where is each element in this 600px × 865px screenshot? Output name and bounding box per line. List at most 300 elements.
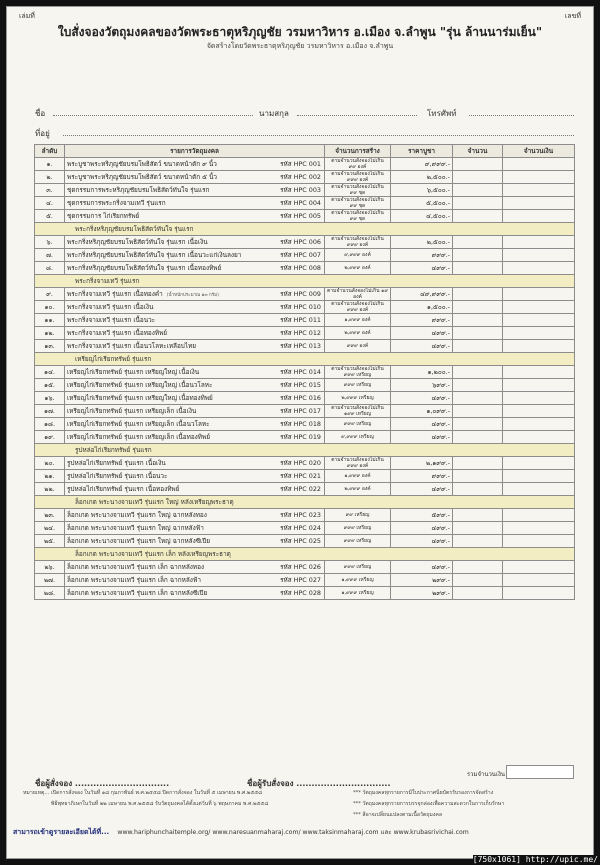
name-label: ชื่อ bbox=[35, 109, 46, 118]
amount-input[interactable] bbox=[503, 366, 575, 379]
item-name bbox=[65, 509, 325, 522]
section-row bbox=[35, 496, 575, 509]
item-code: รหัส HPC 010 bbox=[280, 303, 321, 311]
item-name bbox=[65, 314, 325, 327]
row-number: ๑๙. bbox=[35, 431, 65, 444]
table-row bbox=[35, 574, 575, 587]
made-quantity: ตามจำนวนสั่งจองไม่เกิน ๙๙๙ องค์ bbox=[325, 457, 391, 470]
item-name bbox=[65, 457, 325, 470]
price: ๒๙๙.- bbox=[391, 574, 453, 587]
item-label: พระบูชาพระหริภุญชัยบรมโพธิสัตว์ ขนาดหน้าตัก ๙ นิ้ว bbox=[67, 160, 217, 168]
quantity-input[interactable] bbox=[453, 288, 503, 301]
amount-input[interactable] bbox=[503, 158, 575, 171]
price: ๙,๙๙๙.- bbox=[391, 158, 453, 171]
item-code: รหัส HPC 008 bbox=[280, 264, 321, 272]
form-number-label: เลขที่ bbox=[564, 12, 581, 20]
row-number: ๑๗. bbox=[35, 405, 65, 418]
made-quantity: ๙๙๙ องค์ bbox=[325, 340, 391, 353]
footer-label: สามารถเข้าดูรายละเอียดได้ที่... bbox=[13, 828, 110, 836]
price: ๒๙๙.- bbox=[391, 587, 453, 600]
table-row bbox=[35, 184, 575, 197]
section-label: รูปหล่อไก่เรียกทรัพย์ รุ่นแรก bbox=[35, 444, 575, 457]
row-number: ๑. bbox=[35, 158, 65, 171]
page-title: ใบสั่งจองวัตถุมงคลของวัดพระธาตุหริภุญชัย วรมหาวิหาร อ.เมือง จ.ลำพูน "รุ่น ล้านนาร่มเย็น" bbox=[57, 25, 543, 39]
amount-input[interactable] bbox=[503, 327, 575, 340]
col-header-amount: จำนวนเงิน bbox=[503, 145, 575, 158]
table-row bbox=[35, 210, 575, 223]
item-name bbox=[65, 340, 325, 353]
amount-input[interactable] bbox=[503, 392, 575, 405]
order-table bbox=[34, 144, 575, 600]
address-field[interactable] bbox=[63, 135, 574, 136]
row-number: ๙. bbox=[35, 288, 65, 301]
price: ๕,๕๐๐.- bbox=[391, 197, 453, 210]
quantity-input[interactable] bbox=[453, 392, 503, 405]
item-code: รหัส HPC 005 bbox=[280, 212, 321, 220]
price: ๔๙๙.- bbox=[391, 561, 453, 574]
row-number: ๑๕. bbox=[35, 379, 65, 392]
table-row bbox=[35, 522, 575, 535]
table-row bbox=[35, 366, 575, 379]
item-label: ล็อกเกต พระนางจามเทวี รุ่นแรก ใหญ่ ฉากหลังทอง bbox=[67, 511, 207, 519]
row-number: ๑๘. bbox=[35, 418, 65, 431]
col-header-price: ราคาบูชา bbox=[391, 145, 453, 158]
row-number: ๑๓. bbox=[35, 340, 65, 353]
made-quantity: ๙,๙๙๙ องค์ bbox=[325, 249, 391, 262]
notes-left bbox=[23, 788, 268, 810]
made-quantity: ตามจำนวนสั่งจองไม่เกิน ๙๙๙ องค์ bbox=[325, 171, 391, 184]
made-quantity: ๙,๙๙๙ เหรียญ bbox=[325, 431, 391, 444]
page-subtitle: จัดสร้างโดยวัดพระธาตุหริภุญชัย วรมหาวิหาร อ.เมือง จ.ลำพูน bbox=[206, 42, 394, 50]
surname-label: นามสกุล bbox=[259, 109, 289, 118]
section-label: พระกริ่งหริภุญชัยบรมโพธิสัตว์ทันใจ รุ่นแรก bbox=[35, 223, 575, 236]
item-label: พระกริ่งจามเทวี รุ่นแรก เนื้อนวโลหะเหลือบไทย bbox=[67, 342, 197, 350]
quantity-input[interactable] bbox=[453, 314, 503, 327]
section-row bbox=[35, 275, 575, 288]
item-code: รหัส HPC 018 bbox=[280, 420, 321, 428]
item-code: รหัส HPC 026 bbox=[280, 563, 321, 571]
amount-input[interactable] bbox=[503, 197, 575, 210]
made-quantity: ตามจำนวนสั่งจองไม่เกิน ๙๙๙ องค์ bbox=[325, 301, 391, 314]
made-quantity: ตามจำนวนสั่งจองไม่เกิน ๙๙ ชุด bbox=[325, 197, 391, 210]
item-code: รหัส HPC 003 bbox=[280, 186, 321, 194]
table-row bbox=[35, 457, 575, 470]
quantity-input[interactable] bbox=[453, 366, 503, 379]
item-label: ชุดกรรมการพระหริภุญชัยบรมโพธิสัตว์ทันใจ รุ่นแรก bbox=[67, 186, 210, 194]
quantity-input[interactable] bbox=[453, 249, 503, 262]
item-name bbox=[65, 483, 325, 496]
price: ๑,๕๐๐.- bbox=[391, 301, 453, 314]
item-label: รูปหล่อไก่เรียกทรัพย์ รุ่นแรก เนื้อนวะ bbox=[67, 472, 168, 480]
price: ๙๙๙.- bbox=[391, 249, 453, 262]
price: ๔๙๙.- bbox=[391, 262, 453, 275]
row-number: ๑๔. bbox=[35, 366, 65, 379]
quantity-input[interactable] bbox=[453, 340, 503, 353]
amount-input[interactable] bbox=[503, 431, 575, 444]
table-row bbox=[35, 431, 575, 444]
table-header-row bbox=[35, 145, 575, 158]
made-quantity: ตามจำนวนสั่งจองไม่เกิน ๑๙ องค์ bbox=[325, 288, 391, 301]
made-quantity: ตามจำนวนสั่งจองไม่เกิน ๙๙ ชุด bbox=[325, 210, 391, 223]
row-number: ๒๔. bbox=[35, 522, 65, 535]
row-number: ๒๓. bbox=[35, 509, 65, 522]
quantity-input[interactable] bbox=[453, 171, 503, 184]
phone-label: โทรศัพท์ bbox=[427, 109, 457, 118]
item-name bbox=[65, 327, 325, 340]
quantity-input[interactable] bbox=[453, 574, 503, 587]
row-number: ๑๐. bbox=[35, 301, 65, 314]
item-code: รหัส HPC 024 bbox=[280, 524, 321, 532]
amount-input[interactable] bbox=[503, 249, 575, 262]
amount-input[interactable] bbox=[503, 301, 575, 314]
price: ๔๙,๙๙๙.- bbox=[391, 288, 453, 301]
made-quantity: ๙๙๙ เหรียญ bbox=[325, 522, 391, 535]
item-code: รหัส HPC 027 bbox=[280, 576, 321, 584]
item-label: เหรียญไก่เรียกทรัพย์ รุ่นแรก เหรียญเล็ก เนื้อนวโลหะ bbox=[67, 420, 210, 428]
table-row bbox=[35, 509, 575, 522]
quantity-input[interactable] bbox=[453, 509, 503, 522]
row-number: ๔. bbox=[35, 197, 65, 210]
amount-input[interactable] bbox=[503, 470, 575, 483]
amount-input[interactable] bbox=[503, 483, 575, 496]
section-row bbox=[35, 353, 575, 366]
book-number-label: เล่มที่ bbox=[19, 12, 35, 20]
table-row bbox=[35, 483, 575, 496]
row-number: ๕. bbox=[35, 210, 65, 223]
quantity-input[interactable] bbox=[453, 379, 503, 392]
item-name bbox=[65, 171, 325, 184]
table-row bbox=[35, 561, 575, 574]
item-code: รหัส HPC 019 bbox=[280, 433, 321, 441]
item-code: รหัส HPC 007 bbox=[280, 251, 321, 259]
quantity-input[interactable] bbox=[453, 236, 503, 249]
item-note: (น้ำหนักประมาณ ๑๓ กรัม) bbox=[166, 293, 219, 298]
quantity-input[interactable] bbox=[453, 587, 503, 600]
item-label: รูปหล่อไก่เรียกทรัพย์ รุ่นแรก เนื้อทองทิพย์ bbox=[67, 485, 180, 493]
item-label: รูปหล่อไก่เรียกทรัพย์ รุ่นแรก เนื้อเงิน bbox=[67, 459, 166, 467]
section-row bbox=[35, 444, 575, 457]
note-color: *** สีอาจเปลี่ยนแปลงตามเนื้อวัตถุมงคล bbox=[353, 812, 443, 818]
made-quantity: ๙๙๙ เหรียญ bbox=[325, 379, 391, 392]
item-code: รหัส HPC 002 bbox=[280, 173, 321, 181]
amount-input[interactable] bbox=[503, 171, 575, 184]
made-quantity: ตามจำนวนสั่งจองไม่เกิน ๙๙๙ เหรียญ bbox=[325, 366, 391, 379]
row-number: ๒๗. bbox=[35, 574, 65, 587]
made-quantity: ตามจำนวนสั่งจองไม่เกิน ๙๙ ชุด bbox=[325, 184, 391, 197]
quantity-input[interactable] bbox=[453, 561, 503, 574]
item-label: เหรียญไก่เรียกทรัพย์ รุ่นแรก เหรียญเล็ก เนื้อเงิน bbox=[67, 407, 197, 415]
quantity-input[interactable] bbox=[453, 405, 503, 418]
amount-input[interactable] bbox=[503, 262, 575, 275]
item-code: รหัส HPC 022 bbox=[280, 485, 321, 493]
made-quantity: ๙๙๙ เหรียญ bbox=[325, 561, 391, 574]
quantity-input[interactable] bbox=[453, 327, 503, 340]
footer bbox=[13, 827, 469, 838]
quantity-input[interactable] bbox=[453, 210, 503, 223]
item-name bbox=[65, 236, 325, 249]
item-name bbox=[65, 561, 325, 574]
item-name bbox=[65, 366, 325, 379]
made-quantity: ๑,๙๙๙ เหรียญ bbox=[325, 574, 391, 587]
row-number: ๒๖. bbox=[35, 561, 65, 574]
price: ๖๙๙.- bbox=[391, 379, 453, 392]
amount-input[interactable] bbox=[503, 574, 575, 587]
item-name bbox=[65, 288, 325, 301]
item-name bbox=[65, 262, 325, 275]
item-code: รหัส HPC 004 bbox=[280, 199, 321, 207]
item-code: รหัส HPC 011 bbox=[280, 316, 321, 324]
row-number: ๒๐. bbox=[35, 457, 65, 470]
made-quantity: ๙๙๙ เหรียญ bbox=[325, 418, 391, 431]
item-name bbox=[65, 431, 325, 444]
note-box: *** วัตถุมงคลทุกรายการบรรจุกล่องเพื่อความสะดวกในการเก็บรักษา bbox=[353, 801, 505, 807]
col-header-no: ลำดับ bbox=[35, 145, 65, 158]
item-name bbox=[65, 535, 325, 548]
item-code: รหัส HPC 016 bbox=[280, 394, 321, 402]
price: ๖,๕๐๐.- bbox=[391, 184, 453, 197]
item-label: พระกริ่งหริภุญชัยบรมโพธิสัตว์ทันใจ รุ่นแรก เนื้อทองทิพย์ bbox=[67, 264, 222, 272]
item-name bbox=[65, 392, 325, 405]
total-amount-field[interactable] bbox=[506, 765, 574, 779]
quantity-input[interactable] bbox=[453, 483, 503, 496]
price: ๒,๕๐๐.- bbox=[391, 236, 453, 249]
table-row bbox=[35, 470, 575, 483]
watermark: [750x1061] http://upic.me/ bbox=[472, 855, 598, 864]
row-number: ๑๒. bbox=[35, 327, 65, 340]
table-row bbox=[35, 327, 575, 340]
table-row bbox=[35, 587, 575, 600]
row-number: ๗. bbox=[35, 249, 65, 262]
footer-links[interactable]: www.hariphunchaitemple.org/ www.naresuanmaharaj.com/ www.taksinmaharaj.com และ www.krubasrivichai.com bbox=[117, 829, 469, 836]
price: ๔๙๙.- bbox=[391, 340, 453, 353]
item-label: เหรียญไก่เรียกทรัพย์ รุ่นแรก เหรียญใหญ่ เนื้อนวโลหะ bbox=[67, 381, 213, 389]
col-header-qty: จำนวน bbox=[453, 145, 503, 158]
row-number: ๒๒. bbox=[35, 483, 65, 496]
amount-input[interactable] bbox=[503, 210, 575, 223]
price: ๔๙๙.- bbox=[391, 392, 453, 405]
row-number: ๑๖. bbox=[35, 392, 65, 405]
item-label: พระกริ่งจามเทวี รุ่นแรก เนื้อเงิน bbox=[67, 303, 154, 311]
table-row bbox=[35, 171, 575, 184]
amount-input[interactable] bbox=[503, 509, 575, 522]
item-code: รหัส HPC 001 bbox=[280, 160, 321, 168]
item-name bbox=[65, 184, 325, 197]
price: ๙๙๙.- bbox=[391, 314, 453, 327]
made-quantity: ตามจำนวนสั่งจองไม่เกิน ๙๙ องค์ bbox=[325, 158, 391, 171]
table-row bbox=[35, 392, 575, 405]
item-code: รหัส HPC 025 bbox=[280, 537, 321, 545]
quantity-input[interactable] bbox=[453, 457, 503, 470]
row-number: ๓. bbox=[35, 184, 65, 197]
item-name bbox=[65, 405, 325, 418]
item-code: รหัส HPC 014 bbox=[280, 368, 321, 376]
price: ๑,๒๐๐.- bbox=[391, 366, 453, 379]
table-row bbox=[35, 405, 575, 418]
quantity-input[interactable] bbox=[453, 184, 503, 197]
price: ๔,๕๐๐.- bbox=[391, 210, 453, 223]
table-row bbox=[35, 288, 575, 301]
amount-input[interactable] bbox=[503, 236, 575, 249]
price: ๒,๕๐๐.- bbox=[391, 171, 453, 184]
row-number: ๘. bbox=[35, 262, 65, 275]
item-name bbox=[65, 379, 325, 392]
amount-input[interactable] bbox=[503, 405, 575, 418]
orderer-signature: ชื่อผู้สั่งจอง ............................... bbox=[35, 779, 170, 788]
row-number: ๒. bbox=[35, 171, 65, 184]
amount-input[interactable] bbox=[503, 561, 575, 574]
amount-input[interactable] bbox=[503, 522, 575, 535]
amount-input[interactable] bbox=[503, 288, 575, 301]
item-label: ล็อกเกต พระนางจามเทวี รุ่นแรก เล็ก ฉากหลังฟ้า bbox=[67, 576, 202, 584]
amount-input[interactable] bbox=[503, 535, 575, 548]
item-code: รหัส HPC 006 bbox=[280, 238, 321, 246]
item-label: พระกริ่งหริภุญชัยบรมโพธิสัตว์ทันใจ รุ่นแรก เนื้อเงิน bbox=[67, 238, 208, 246]
item-label: ชุดกรรมการพระกริ่งจามเทวี รุ่นแรก bbox=[67, 199, 166, 207]
item-name bbox=[65, 197, 325, 210]
amount-input[interactable] bbox=[503, 379, 575, 392]
table-row bbox=[35, 340, 575, 353]
quantity-input[interactable] bbox=[453, 522, 503, 535]
price: ๔๙๙.- bbox=[391, 327, 453, 340]
item-code: รหัส HPC 028 bbox=[280, 589, 321, 597]
price: ๙๙๙.- bbox=[391, 470, 453, 483]
amount-input[interactable] bbox=[503, 418, 575, 431]
row-number: ๒๘. bbox=[35, 587, 65, 600]
section-row bbox=[35, 223, 575, 236]
amount-input[interactable] bbox=[503, 587, 575, 600]
made-quantity: ๒,๙๙๙ องค์ bbox=[325, 327, 391, 340]
surname-field[interactable] bbox=[297, 115, 417, 116]
made-quantity: ตามจำนวนสั่งจองไม่เกิน ๑๙๙ เหรียญ bbox=[325, 405, 391, 418]
made-quantity: ๑,๙๙๙ เหรียญ bbox=[325, 587, 391, 600]
item-name bbox=[65, 158, 325, 171]
col-header-item: รายการวัตถุมงคล bbox=[65, 145, 325, 158]
section-label: ล็อกเกต พระนางจามเทวี รุ่นแรก ใหญ่ หลังเหรียญพระธาตุ bbox=[35, 496, 575, 509]
made-quantity: ๙๙ เหรียญ bbox=[325, 509, 391, 522]
item-label: ล็อกเกต พระนางจามเทวี รุ่นแรก ใหญ่ ฉากหลังฟ้า bbox=[67, 524, 204, 532]
receiver-signature: ชื่อผู้รับสั่งจอง ............................... bbox=[247, 779, 391, 788]
item-label: พระกริ่งจามเทวี รุ่นแรก เนื้อทองทิพย์ bbox=[67, 329, 168, 337]
item-name bbox=[65, 301, 325, 314]
made-quantity: ๑,๙๙๙ องค์ bbox=[325, 314, 391, 327]
section-label: เหรียญไก่เรียกทรัพย์ รุ่นแรก bbox=[35, 353, 575, 366]
price: ๔๙๙.- bbox=[391, 522, 453, 535]
item-code: รหัส HPC 021 bbox=[280, 472, 321, 480]
item-code: รหัส HPC 012 bbox=[280, 329, 321, 337]
section-label: ล็อกเกต พระนางจามเทวี รุ่นแรก เล็ก หลังเหรียญพระธาตุ bbox=[35, 548, 575, 561]
name-field[interactable] bbox=[53, 115, 253, 116]
section-label: พระกริ่งจามเทวี รุ่นแรก bbox=[35, 275, 575, 288]
made-quantity: ๒,๙๙๙ องค์ bbox=[325, 483, 391, 496]
amount-input[interactable] bbox=[503, 184, 575, 197]
notes-right bbox=[353, 788, 504, 821]
item-code: รหัส HPC 009 bbox=[280, 290, 321, 298]
table-row bbox=[35, 197, 575, 210]
quantity-input[interactable] bbox=[453, 535, 503, 548]
made-quantity: ๙๙๙ เหรียญ bbox=[325, 535, 391, 548]
item-name bbox=[65, 522, 325, 535]
table-row bbox=[35, 535, 575, 548]
row-number: ๑๑. bbox=[35, 314, 65, 327]
price: ๔๙๙.- bbox=[391, 483, 453, 496]
table-row bbox=[35, 249, 575, 262]
quantity-input[interactable] bbox=[453, 431, 503, 444]
note-open-close: หมายเหตุ... เปิดการสั่งจอง ในวันที่ ๑๘ กุมภาพันธ์ พ.ศ.๒๕๕๘ ปิดการสั่งจอง ในวันที่ ๕ เมษายน พ.ศ.๒๕๕๘ bbox=[23, 790, 263, 796]
table-row bbox=[35, 158, 575, 171]
item-code: รหัส HPC 023 bbox=[280, 511, 321, 519]
quantity-input[interactable] bbox=[453, 262, 503, 275]
quantity-input[interactable] bbox=[453, 470, 503, 483]
item-label: พระกริ่งหริภุญชัยบรมโพธิสัตว์ทันใจ รุ่นแรก เนื้อนวะแก่เงินลงยา bbox=[67, 251, 242, 259]
item-label: เหรียญไก่เรียกทรัพย์ รุ่นแรก เหรียญเล็ก เนื้อทองทิพย์ bbox=[67, 433, 210, 441]
made-quantity: ๑,๙๙๙ องค์ bbox=[325, 470, 391, 483]
item-label: พระกริ่งจามเทวี รุ่นแรก เนื้อนวะ bbox=[67, 316, 156, 324]
item-label: เหรียญไก่เรียกทรัพย์ รุ่นแรก เหรียญใหญ่ เนื้อเงิน bbox=[67, 368, 200, 376]
price: ๒,๑๙๙.- bbox=[391, 457, 453, 470]
quantity-input[interactable] bbox=[453, 197, 503, 210]
table-body bbox=[35, 158, 575, 600]
table-row bbox=[35, 301, 575, 314]
quantity-input[interactable] bbox=[453, 418, 503, 431]
item-label: พระกริ่งจามเทวี รุ่นแรก เนื้อทองคำ bbox=[67, 290, 163, 298]
price: ๔๙๙.- bbox=[391, 431, 453, 444]
item-label: ล็อกเกต พระนางจามเทวี รุ่นแรก ใหญ่ ฉากหลังซีเปีย bbox=[67, 537, 211, 545]
item-name bbox=[65, 470, 325, 483]
amount-input[interactable] bbox=[503, 340, 575, 353]
made-quantity: ตามจำนวนสั่งจองไม่เกิน ๙๙๙ องค์ bbox=[325, 236, 391, 249]
item-name bbox=[65, 574, 325, 587]
order-form-page bbox=[6, 6, 594, 859]
item-label: ชุดกรรมการ ไก่เรียกทรัพย์ bbox=[67, 212, 140, 220]
address-label: ที่อยู่ bbox=[35, 129, 50, 138]
item-code: รหัส HPC 017 bbox=[280, 407, 321, 415]
item-name bbox=[65, 418, 325, 431]
table-row bbox=[35, 262, 575, 275]
amount-input[interactable] bbox=[503, 314, 575, 327]
price: ๑,๐๙๙.- bbox=[391, 405, 453, 418]
item-name bbox=[65, 249, 325, 262]
row-number: ๒๑. bbox=[35, 470, 65, 483]
item-label: เหรียญไก่เรียกทรัพย์ รุ่นแรก เหรียญใหญ่ เนื้อทองทิพย์ bbox=[67, 394, 213, 402]
table-row bbox=[35, 379, 575, 392]
price: ๕๙๙.- bbox=[391, 509, 453, 522]
note-certificate: *** วัตถุมงคลทุกรายการมีใบประกาศนียบัตรรับรองการจัดสร้าง bbox=[353, 790, 494, 796]
item-label: ล็อกเกต พระนางจามเทวี รุ่นแรก เล็ก ฉากหลังทอง bbox=[67, 563, 205, 571]
price: ๔๙๙.- bbox=[391, 418, 453, 431]
row-number: ๖. bbox=[35, 236, 65, 249]
total-label: รวมจำนวนเงิน bbox=[466, 771, 505, 778]
item-label: พระบูชาพระหริภุญชัยบรมโพธิสัตว์ ขนาดหน้าตัก ๕ นิ้ว bbox=[67, 173, 217, 181]
price: ๔๙๙.- bbox=[391, 535, 453, 548]
table-row bbox=[35, 314, 575, 327]
table-row bbox=[35, 236, 575, 249]
item-name bbox=[65, 587, 325, 600]
row-number: ๒๕. bbox=[35, 535, 65, 548]
made-quantity: ๒,๙๙๙ เหรียญ bbox=[325, 392, 391, 405]
quantity-input[interactable] bbox=[453, 301, 503, 314]
item-label: ล็อกเกต พระนางจามเทวี รุ่นแรก เล็ก ฉากหลังซีเปีย bbox=[67, 589, 208, 597]
item-code: รหัส HPC 015 bbox=[280, 381, 321, 389]
quantity-input[interactable] bbox=[453, 158, 503, 171]
item-name bbox=[65, 210, 325, 223]
made-quantity: ๒,๙๙๙ องค์ bbox=[325, 262, 391, 275]
note-ceremony: พิธีพุทธาภิเษกในวันที่ ๒๒ เมษายน พ.ศ.๒๕๕๘ รับวัตถุมงคลได้ตั้งแต่วันที่ ๖ พฤษภาคม พ.ศ.๒๕๕๘ bbox=[51, 801, 269, 807]
phone-field[interactable] bbox=[469, 115, 574, 116]
item-code: รหัส HPC 013 bbox=[280, 342, 321, 350]
col-header-made: จำนวนการสร้าง bbox=[325, 145, 391, 158]
item-code: รหัส HPC 020 bbox=[280, 459, 321, 467]
amount-input[interactable] bbox=[503, 457, 575, 470]
